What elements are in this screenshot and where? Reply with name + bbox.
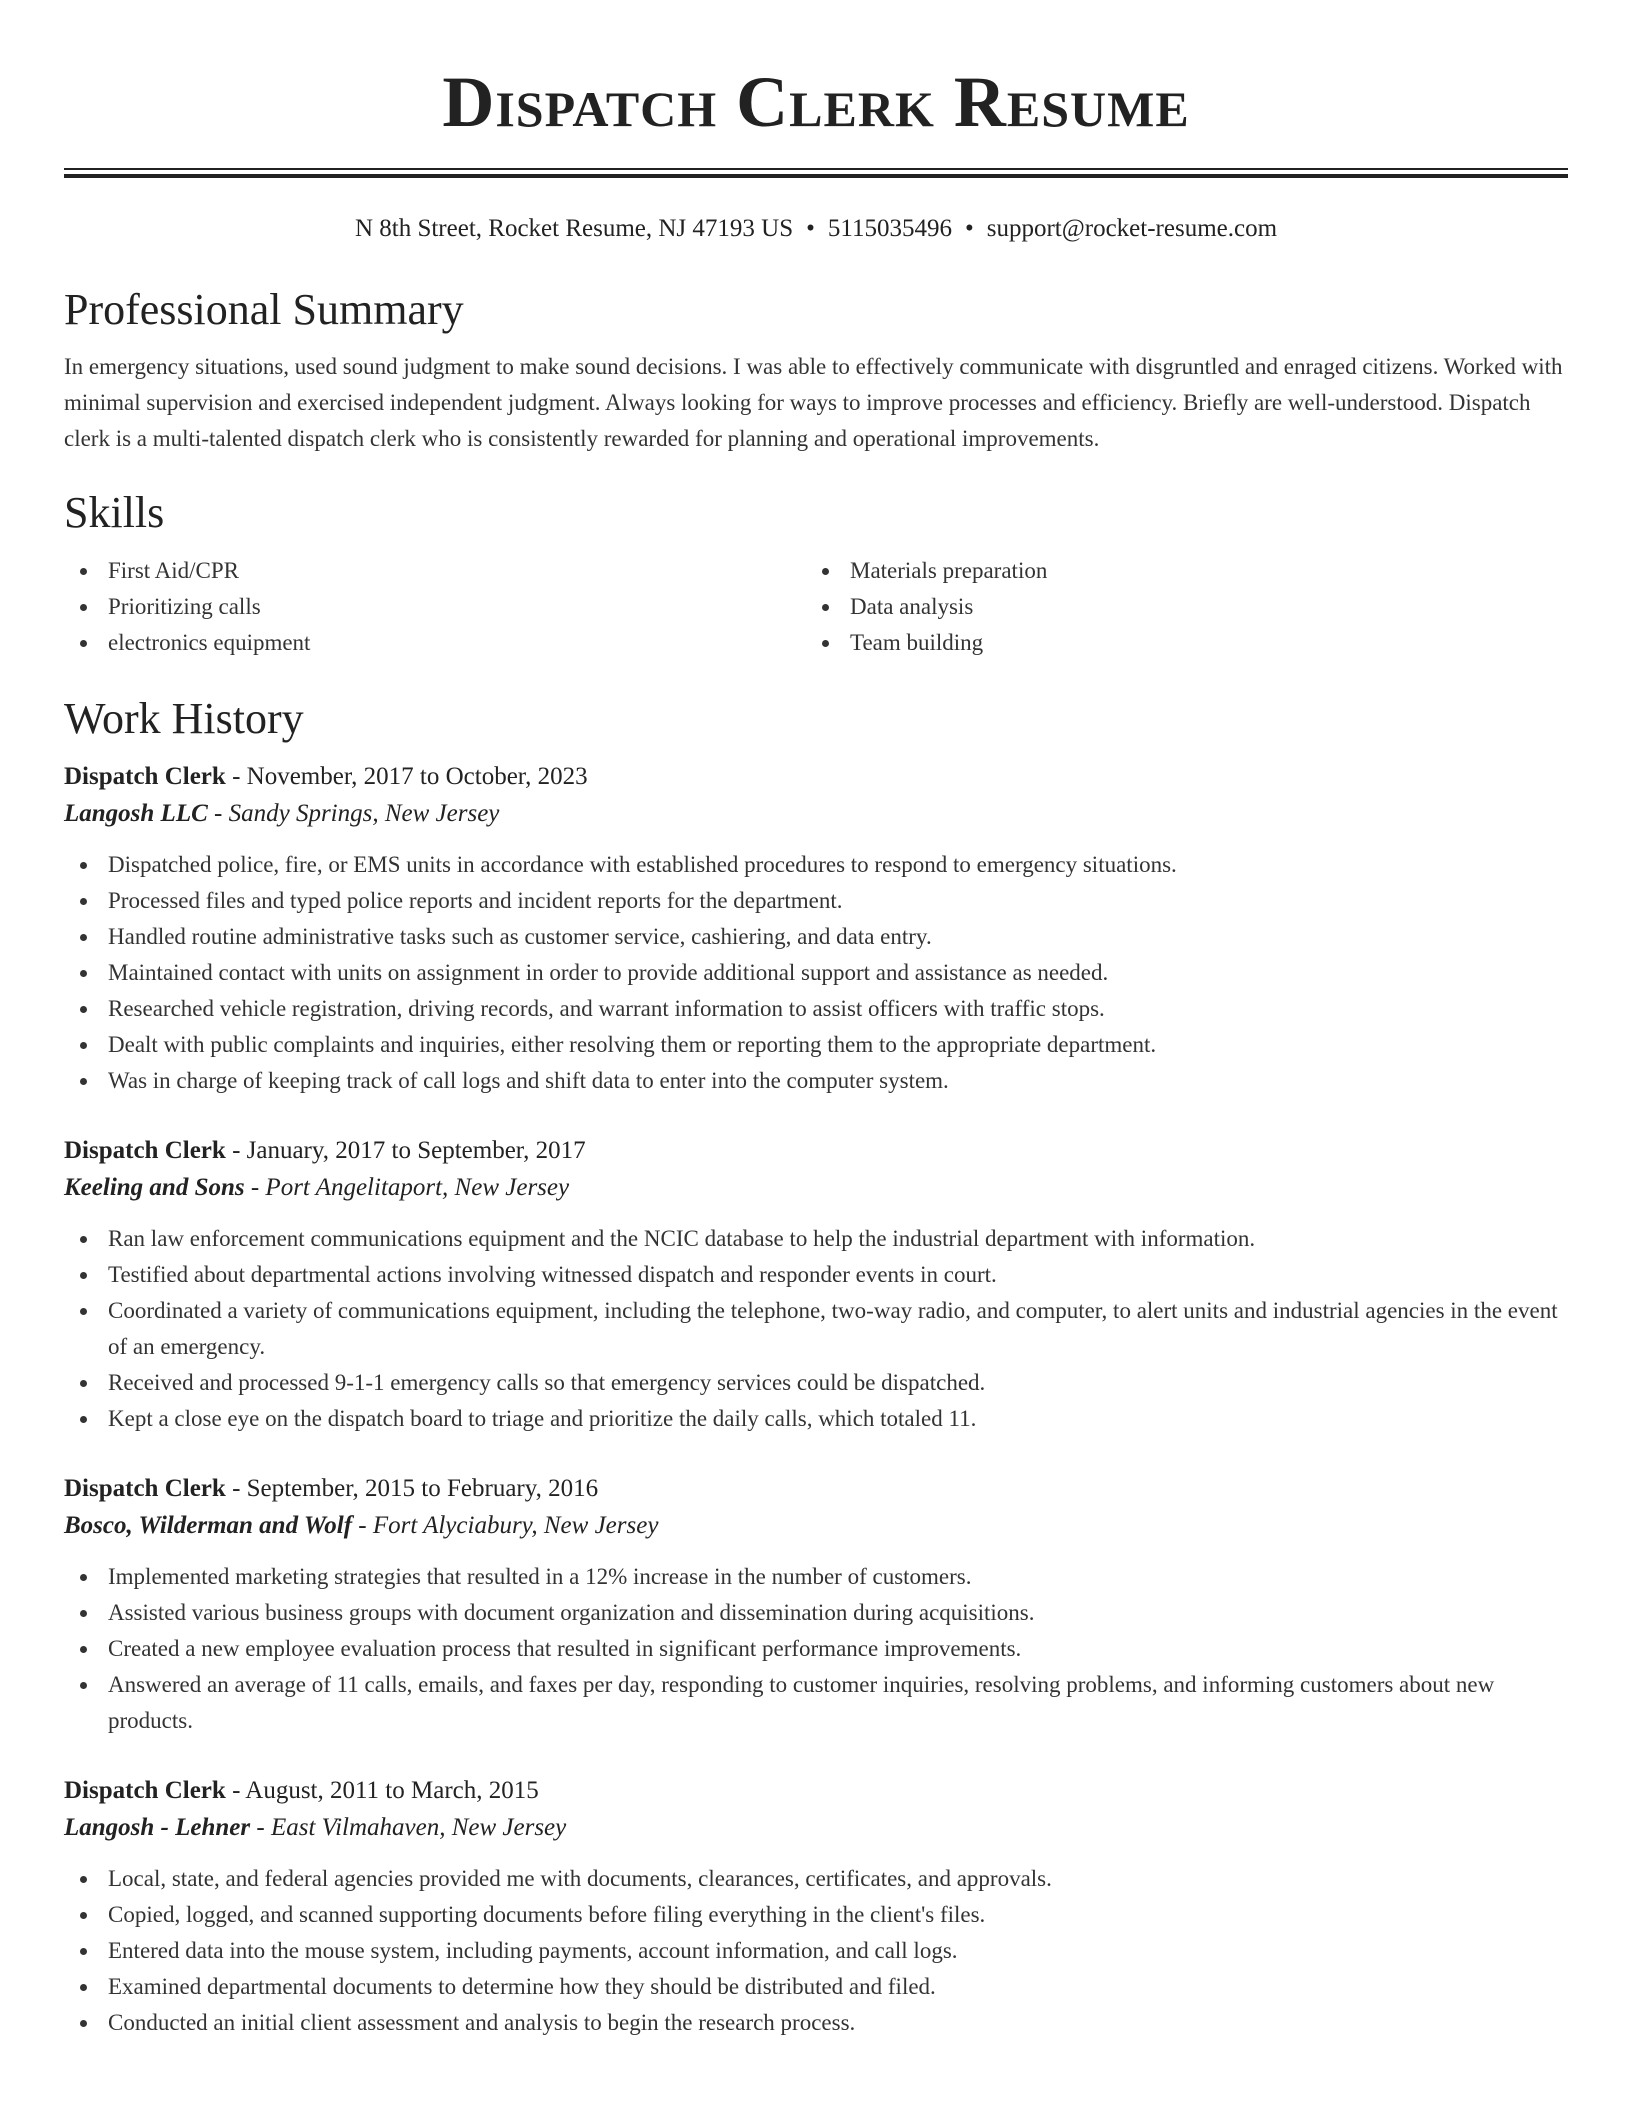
job-company: Bosco, Wilderman and Wolf — [64, 1512, 353, 1539]
job-duty: Assisted various business groups with document organization and dissemination during acquisitions. — [64, 1595, 1568, 1631]
job-duty: Ran law enforcement communications equipment and the NCIC database to help the industrial department with information. — [64, 1221, 1568, 1257]
summary-text: In emergency situations, used sound judgment to make sound decisions. I was able to effectively communicate with disgruntled and enraged citizens. Worked with minimal supervision and exercised independent judgment. Always looking for ways to improve processes and efficiency. Briefly are well-understood. Dispatch clerk is a multi-talented dispatch clerk who is consistently rewarded for planning and operational improvements. — [64, 354, 1563, 451]
job-duty: Maintained contact with units on assignment in order to provide additional support and assistance as needed. — [64, 955, 1568, 991]
job-dates: - August, 2011 to March, 2015 — [225, 1777, 539, 1804]
job-location: - Fort Alyciabury, New Jersey — [352, 1512, 659, 1539]
work-history-heading: Work History — [64, 694, 304, 743]
job-title: Dispatch Clerk — [64, 1777, 226, 1804]
job-title-line — [64, 759, 1568, 795]
job-duty: Entered data into the mouse system, including payments, account information, and call logs. — [64, 1933, 1568, 1969]
job-dates: - January, 2017 to September, 2017 — [225, 1137, 586, 1164]
job-location: - Sandy Springs, New Jersey — [207, 800, 500, 827]
contact-line — [64, 214, 1568, 244]
job-duty: Examined departmental documents to determine how they should be distributed and filed. — [64, 1969, 1568, 2005]
job-duty: Answered an average of 11 calls, emails, and faxes per day, responding to customer inquiries, resolving problems, and informing customers about new products. — [64, 1667, 1568, 1739]
job-company: Keeling and Sons — [64, 1174, 245, 1201]
job-title-line — [64, 1471, 1568, 1507]
job-entry — [64, 1471, 1568, 1739]
job-duty: Processed files and typed police reports and incident reports for the department. — [64, 883, 1568, 919]
job-entry — [64, 1133, 1568, 1437]
skill-item: First Aid/CPR — [64, 553, 806, 589]
job-duty: Received and processed 9-1-1 emergency calls so that emergency services could be dispatched. — [64, 1365, 1568, 1401]
contact-phone: 5115035496 — [827, 215, 952, 242]
job-title: Dispatch Clerk — [64, 763, 226, 790]
job-entry — [64, 759, 1568, 1099]
skill-item: Team building — [806, 625, 1548, 661]
job-duty: Testified about departmental actions involving witnessed dispatch and responder events in court. — [64, 1257, 1568, 1293]
job-duties-list — [64, 1559, 1568, 1739]
job-company-line — [64, 795, 1568, 833]
job-company: Langosh LLC — [64, 800, 208, 827]
job-duty: Local, state, and federal agencies provided me with documents, clearances, certificates, and approvals. — [64, 1861, 1568, 1897]
job-duty: Researched vehicle registration, driving records, and warrant information to assist officers with traffic stops. — [64, 991, 1568, 1027]
skills-column-left — [64, 553, 806, 661]
job-company-line — [64, 1809, 1568, 1847]
skill-item: Data analysis — [806, 589, 1548, 625]
job-dates: - September, 2015 to February, 2016 — [225, 1475, 599, 1502]
summary-heading: Professional Summary — [64, 285, 464, 334]
job-company: Langosh - Lehner — [64, 1814, 251, 1841]
job-duty: Coordinated a variety of communications equipment, including the telephone, two-way radio, and computer, to alert units and industrial agencies in the event of an emergency. — [64, 1293, 1568, 1365]
job-company-line — [64, 1169, 1568, 1207]
job-duty: Copied, logged, and scanned supporting documents before filing everything in the client's files. — [64, 1897, 1568, 1933]
job-title: Dispatch Clerk — [64, 1475, 226, 1502]
job-duties-list — [64, 847, 1568, 1099]
resume-title: Dispatch Clerk Resume — [442, 62, 1190, 142]
contact-separator: • — [964, 215, 974, 242]
contact-email: support@rocket-resume.com — [986, 215, 1278, 242]
job-duty: Was in charge of keeping track of call logs and shift data to enter into the computer system. — [64, 1063, 1568, 1099]
job-duty: Conducted an initial client assessment and analysis to begin the research process. — [64, 2005, 1568, 2041]
skill-item: Prioritizing calls — [64, 589, 806, 625]
job-duty: Kept a close eye on the dispatch board to triage and prioritize the daily calls, which totaled 11. — [64, 1401, 1568, 1437]
job-entry — [64, 1773, 1568, 2041]
job-location: - East Vilmahaven, New Jersey — [250, 1814, 567, 1841]
job-company-line — [64, 1507, 1568, 1545]
skill-item: Materials preparation — [806, 553, 1548, 589]
skill-item: electronics equipment — [64, 625, 806, 661]
job-duty: Implemented marketing strategies that resulted in a 12% increase in the number of customers. — [64, 1559, 1568, 1595]
job-duty: Created a new employee evaluation process that resulted in significant performance improvements. — [64, 1631, 1568, 1667]
job-duties-list — [64, 1861, 1568, 2041]
job-duty: Dealt with public complaints and inquiries, either resolving them or reporting them to the appropriate department. — [64, 1027, 1568, 1063]
title-divider — [64, 168, 1568, 178]
job-dates: - November, 2017 to October, 2023 — [225, 763, 588, 790]
contact-separator: • — [806, 215, 815, 242]
skills-heading: Skills — [64, 488, 165, 537]
contact-address: N 8th Street, Rocket Resume, NJ 47193 US — [354, 215, 794, 242]
skills-grid — [64, 553, 1568, 661]
job-duty: Dispatched police, fire, or EMS units in accordance with established procedures to respond to emergency situations. — [64, 847, 1568, 883]
job-title: Dispatch Clerk — [64, 1137, 226, 1164]
job-title-line — [64, 1773, 1568, 1809]
job-location: - Port Angelitaport, New Jersey — [244, 1174, 570, 1201]
job-duties-list — [64, 1221, 1568, 1437]
job-duty: Handled routine administrative tasks such as customer service, cashiering, and data entry. — [64, 919, 1568, 955]
skills-column-right — [806, 553, 1548, 661]
job-title-line — [64, 1133, 1568, 1169]
